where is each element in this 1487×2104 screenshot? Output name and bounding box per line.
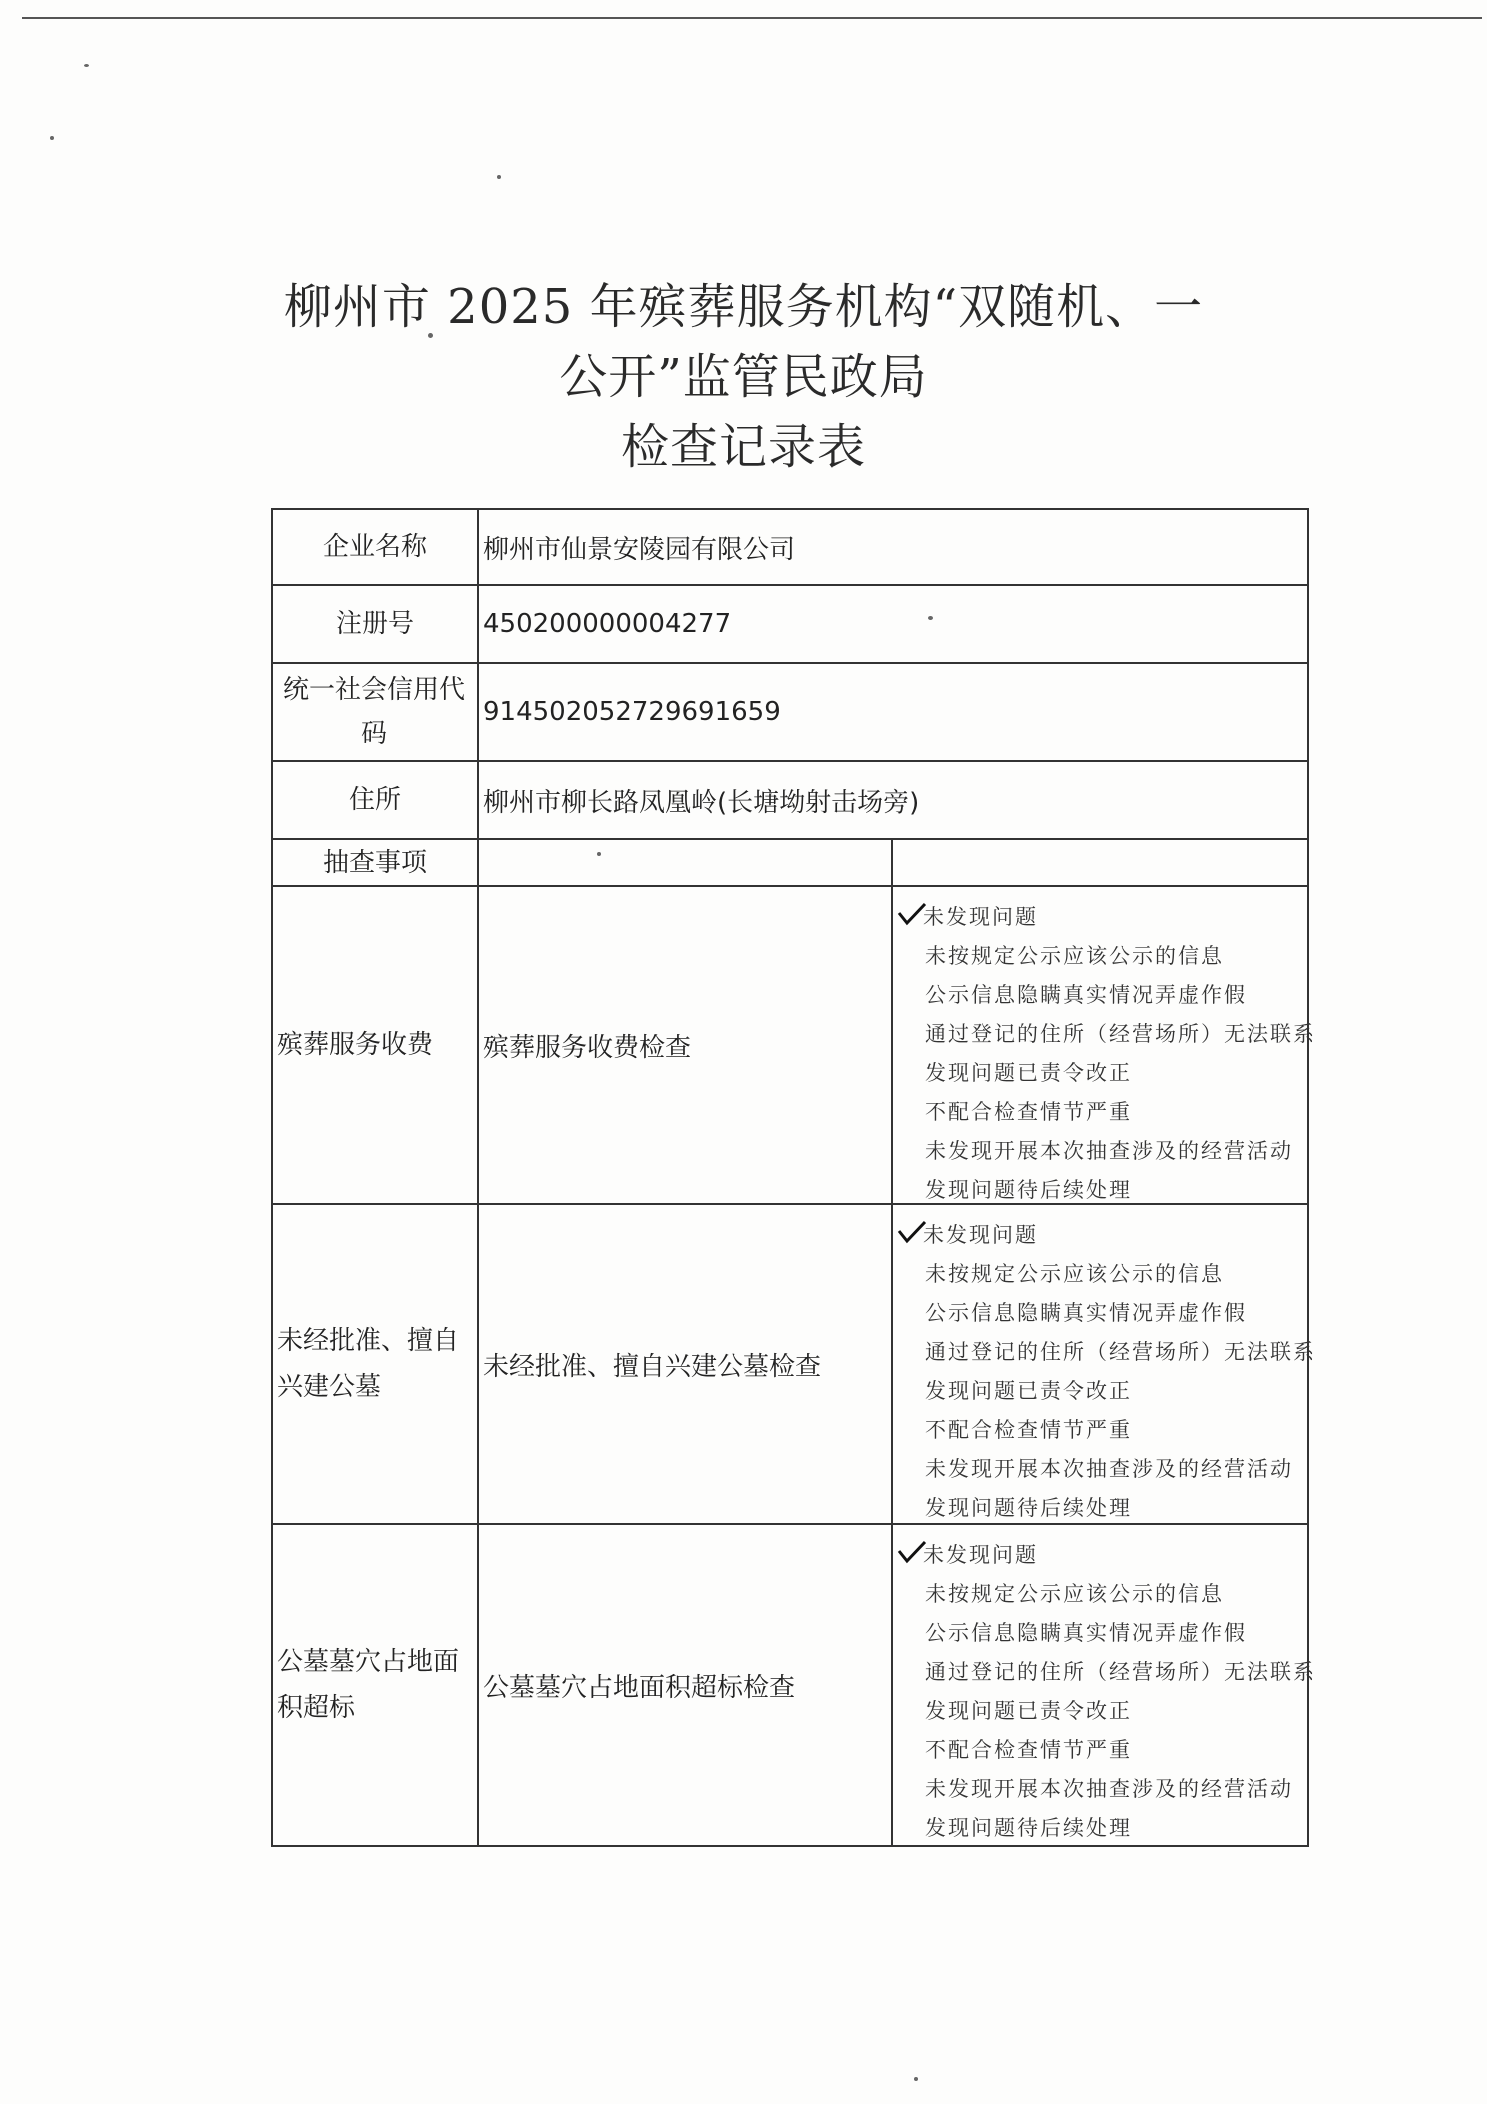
company-name-value: 柳州市仙景安陵园有限公司	[483, 534, 796, 565]
address-label: 住所	[348, 785, 401, 815]
item-inspection: 公墓墓穴占地面积超标检查	[483, 1672, 796, 1703]
result-options	[897, 1525, 1316, 1845]
result-option: 未发现开展本次抽查涉及的经营活动	[925, 1139, 1293, 1163]
result-option: 不配合检查情节严重	[925, 1738, 1132, 1762]
credit-code-label: 统一社会信用代码	[282, 675, 465, 749]
scan-speck	[50, 136, 54, 140]
registration-number-value: 450200000004277	[483, 609, 732, 639]
table-rule	[891, 838, 893, 1847]
result-option: 通过登记的住所（经营场所）无法联系	[925, 1660, 1316, 1684]
result-option: 公示信息隐瞒真实情况弄虚作假	[925, 1621, 1247, 1645]
table-rule	[271, 1845, 1309, 1847]
item-inspection: 殡葬服务收费检查	[483, 1032, 692, 1063]
result-option: 未发现问题	[923, 905, 1038, 929]
scan-edge-line	[22, 17, 1482, 19]
result-option: 未发现问题	[923, 1223, 1038, 1247]
registration-number-label: 注册号	[335, 609, 414, 639]
table-rule	[1307, 508, 1309, 1847]
result-option: 未按规定公示应该公示的信息	[925, 1582, 1224, 1606]
result-option: 不配合检查情节严重	[925, 1100, 1132, 1124]
document-title-line-2: 公开”监管民政局	[559, 349, 928, 405]
item-category: 殡葬服务收费	[277, 1030, 434, 1060]
result-option: 发现问题待后续处理	[925, 1178, 1132, 1202]
result-option: 公示信息隐瞒真实情况弄虚作假	[925, 1301, 1247, 1325]
result-option: 通过登记的住所（经营场所）无法联系	[925, 1340, 1316, 1364]
company-name-label: 企业名称	[322, 532, 427, 562]
item-category: 未经批准、擅自兴建公墓	[277, 1326, 460, 1402]
address-value: 柳州市柳长路凤凰岭(长塘坳射击场旁)	[483, 787, 920, 818]
document-title-line-3: 检查记录表	[620, 419, 866, 475]
result-option: 通过登记的住所（经营场所）无法联系	[925, 1022, 1316, 1046]
result-option: 不配合检查情节严重	[925, 1418, 1132, 1442]
result-options	[897, 1205, 1316, 1523]
credit-code-value: 91450205272969165​9	[483, 697, 781, 727]
result-option: 发现问题已责令改正	[925, 1061, 1132, 1085]
result-option: 公示信息隐瞒真实情况弄虚作假	[925, 983, 1247, 1007]
result-options	[897, 887, 1316, 1203]
result-option: 发现问题已责令改正	[925, 1699, 1132, 1723]
result-option: 未按规定公示应该公示的信息	[925, 1262, 1224, 1286]
result-option: 未发现开展本次抽查涉及的经营活动	[925, 1777, 1293, 1801]
scan-speck	[497, 175, 501, 179]
result-option: 发现问题待后续处理	[925, 1816, 1132, 1840]
scan-speck	[597, 852, 601, 856]
result-option: 未按规定公示应该公示的信息	[925, 944, 1224, 968]
result-option: 发现问题已责令改正	[925, 1379, 1132, 1403]
result-option: 未发现开展本次抽查涉及的经营活动	[925, 1457, 1293, 1481]
result-option: 发现问题待后续处理	[925, 1496, 1132, 1520]
document-title-line-1: 柳州市 2025 年殡葬服务机构“双随机、一	[283, 279, 1204, 335]
item-inspection: 未经批准、擅自兴建公墓检查	[483, 1351, 822, 1382]
inspection-items-header: 抽查事项	[322, 847, 427, 878]
scan-speck	[914, 2077, 918, 2081]
item-category: 公墓墓穴占地面积超标	[277, 1647, 460, 1723]
scan-speck	[84, 64, 89, 67]
result-option: 未发现问题	[923, 1543, 1038, 1567]
